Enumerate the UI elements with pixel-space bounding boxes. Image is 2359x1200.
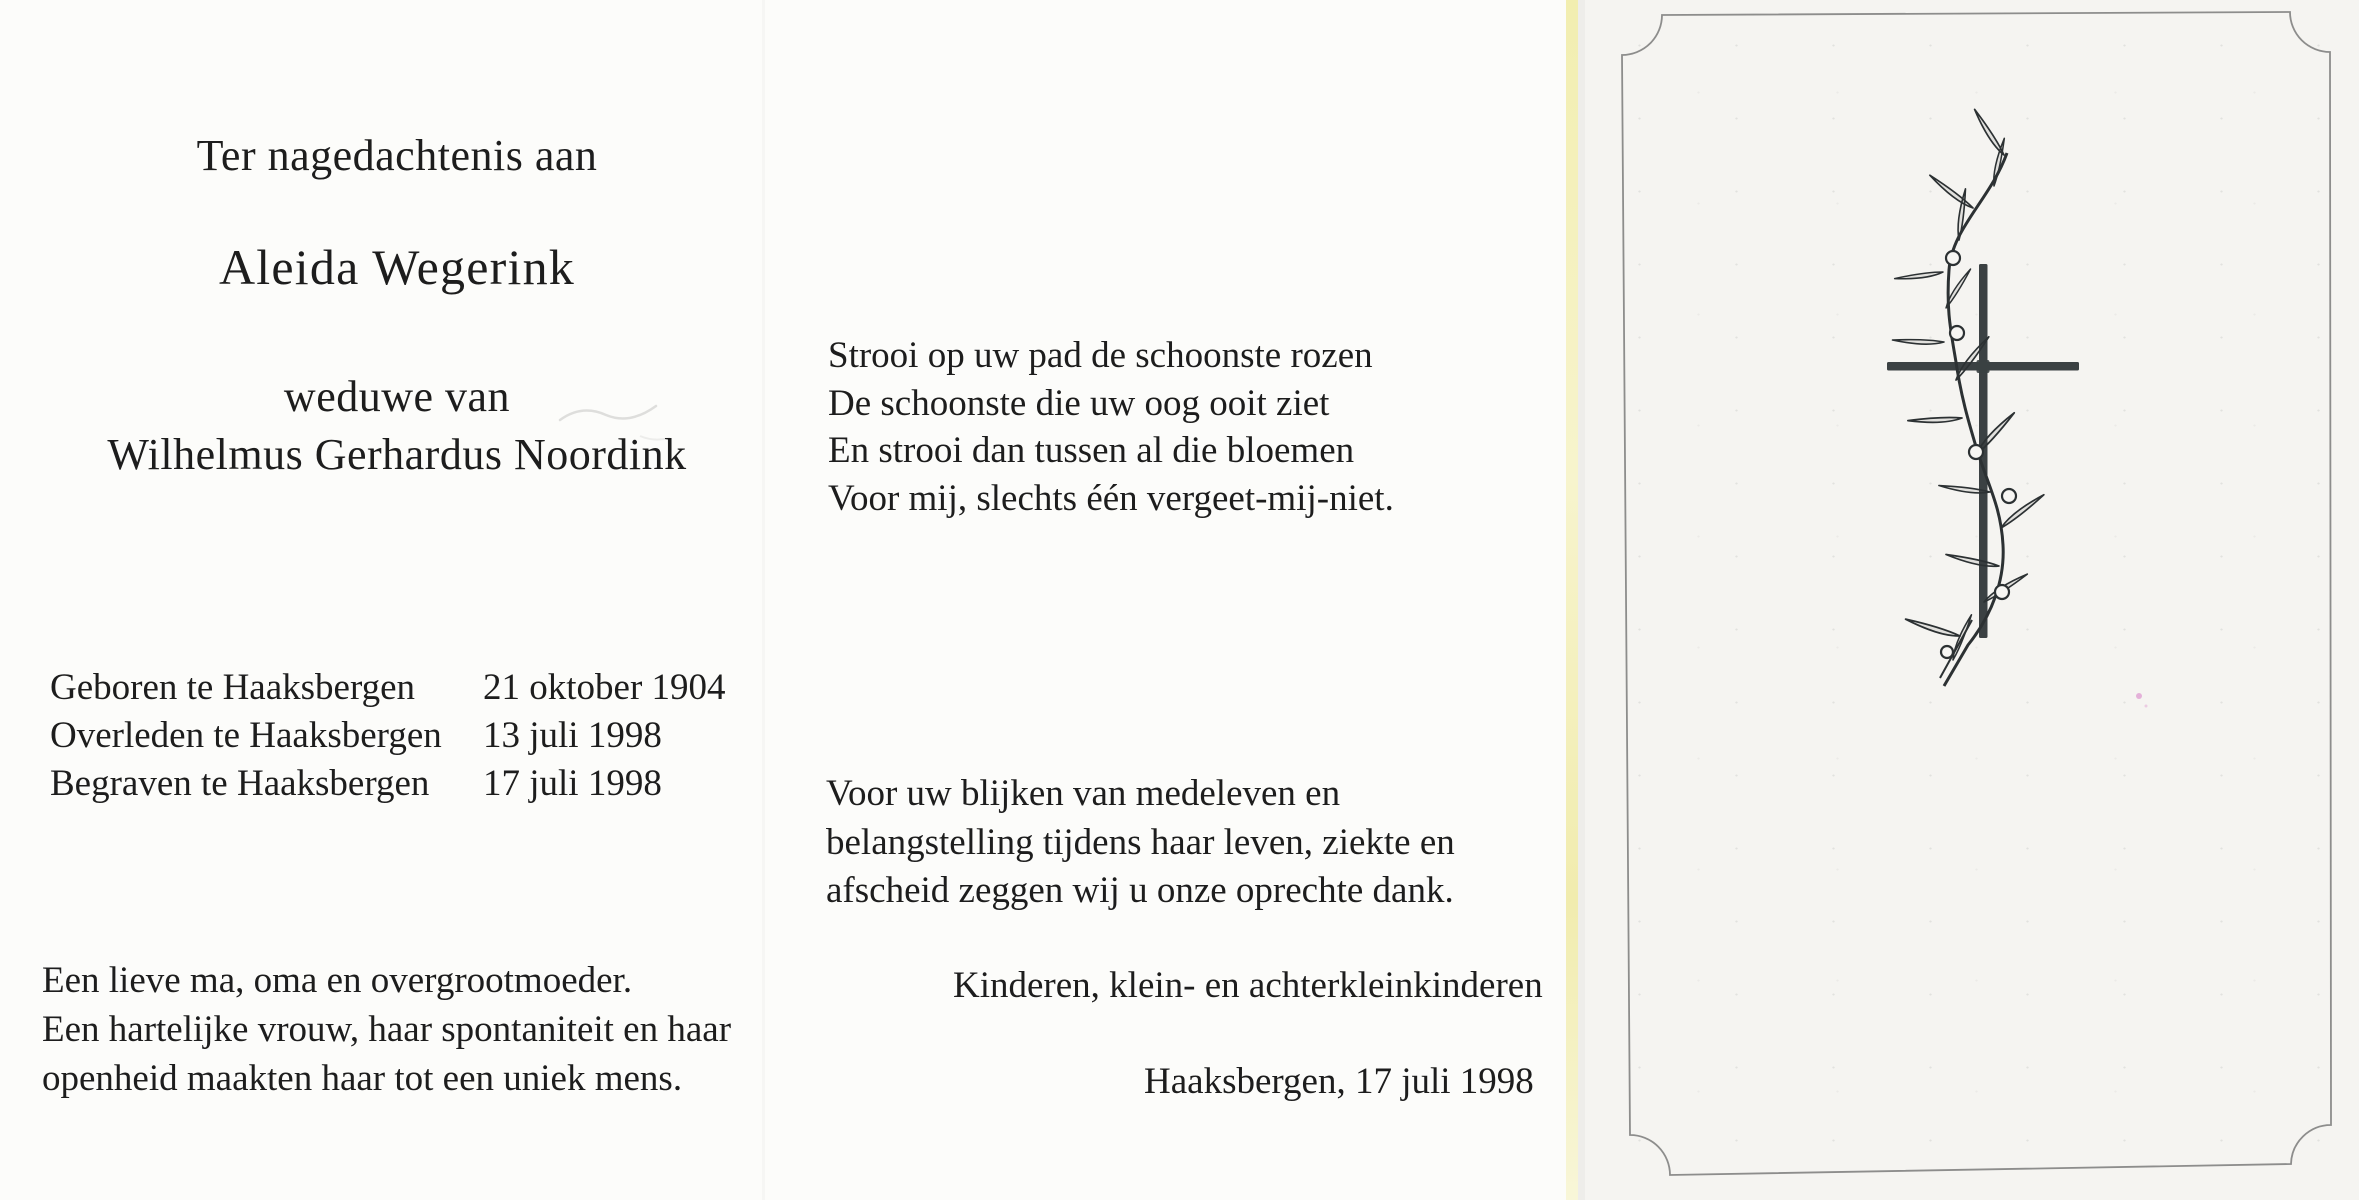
acknowledgement-line: Voor uw blijken van medeleven en <box>826 773 1341 814</box>
front-illustration <box>1578 0 2359 1200</box>
tribute-text <box>42 956 731 1103</box>
poem-line: Voor mij, slechts één vergeet-mij-niet. <box>828 477 1394 519</box>
acknowledgement-line: belangstelling tijdens haar leven, ziekte en <box>826 821 1455 863</box>
life-event-row <box>50 760 726 808</box>
life-event-value: 17 juli 1998 <box>483 763 662 804</box>
life-event-value: 13 juli 1998 <box>483 715 662 756</box>
life-event-label: Overleden te Haaksbergen <box>50 715 442 756</box>
acknowledgement-line: afscheid zeggen wij u onze oprechte dank. <box>826 870 1454 911</box>
intro-line: Ter nagedachtenis aan <box>196 131 598 180</box>
poem-text <box>828 332 1394 522</box>
poem-line: Strooi op uw pad de schoonste rozen <box>828 335 1373 376</box>
olive-branch <box>1893 106 2050 686</box>
card-edge-strip <box>1566 0 1578 1200</box>
life-event-row <box>50 664 726 712</box>
deceased-name: Aleida Wegerink <box>219 239 575 295</box>
branch-berries <box>1941 251 2016 658</box>
card-front-panel <box>1578 0 2359 1200</box>
poem-line: De schoonste die uw oog ooit ziet <box>828 382 1330 424</box>
life-event-label: Begraven te Haaksbergen <box>50 763 430 804</box>
relation-name: Wilhelmus Gerhardus Noordink <box>107 430 687 479</box>
scan-specks <box>2136 693 2148 708</box>
poem-line: En strooi dan tussen al die bloemen <box>828 430 1355 471</box>
life-event-label: Geboren te Haaksbergen <box>50 667 416 708</box>
tribute-line: Een lieve ma, oma en overgrootmoeder. <box>42 960 633 1001</box>
life-events <box>50 664 726 808</box>
place-date-line: Haaksbergen, 17 juli 1998 <box>1144 1061 1534 1102</box>
life-event-value: 21 oktober 1904 <box>483 667 726 708</box>
notched-frame <box>1622 12 2331 1175</box>
relation-label: weduwe van <box>283 372 511 421</box>
tribute-line: Een hartelijke vrouw, haar spontaniteit en haar <box>42 1009 732 1050</box>
acknowledgement-text <box>826 770 1455 916</box>
signature-line: Kinderen, klein- en achterkleinkinderen <box>953 965 1543 1006</box>
life-event-row <box>50 712 726 760</box>
relation-block <box>47 368 747 484</box>
fold-crease <box>762 0 765 1200</box>
tribute-line: openheid maakten haar tot een uniek mens. <box>42 1058 683 1099</box>
